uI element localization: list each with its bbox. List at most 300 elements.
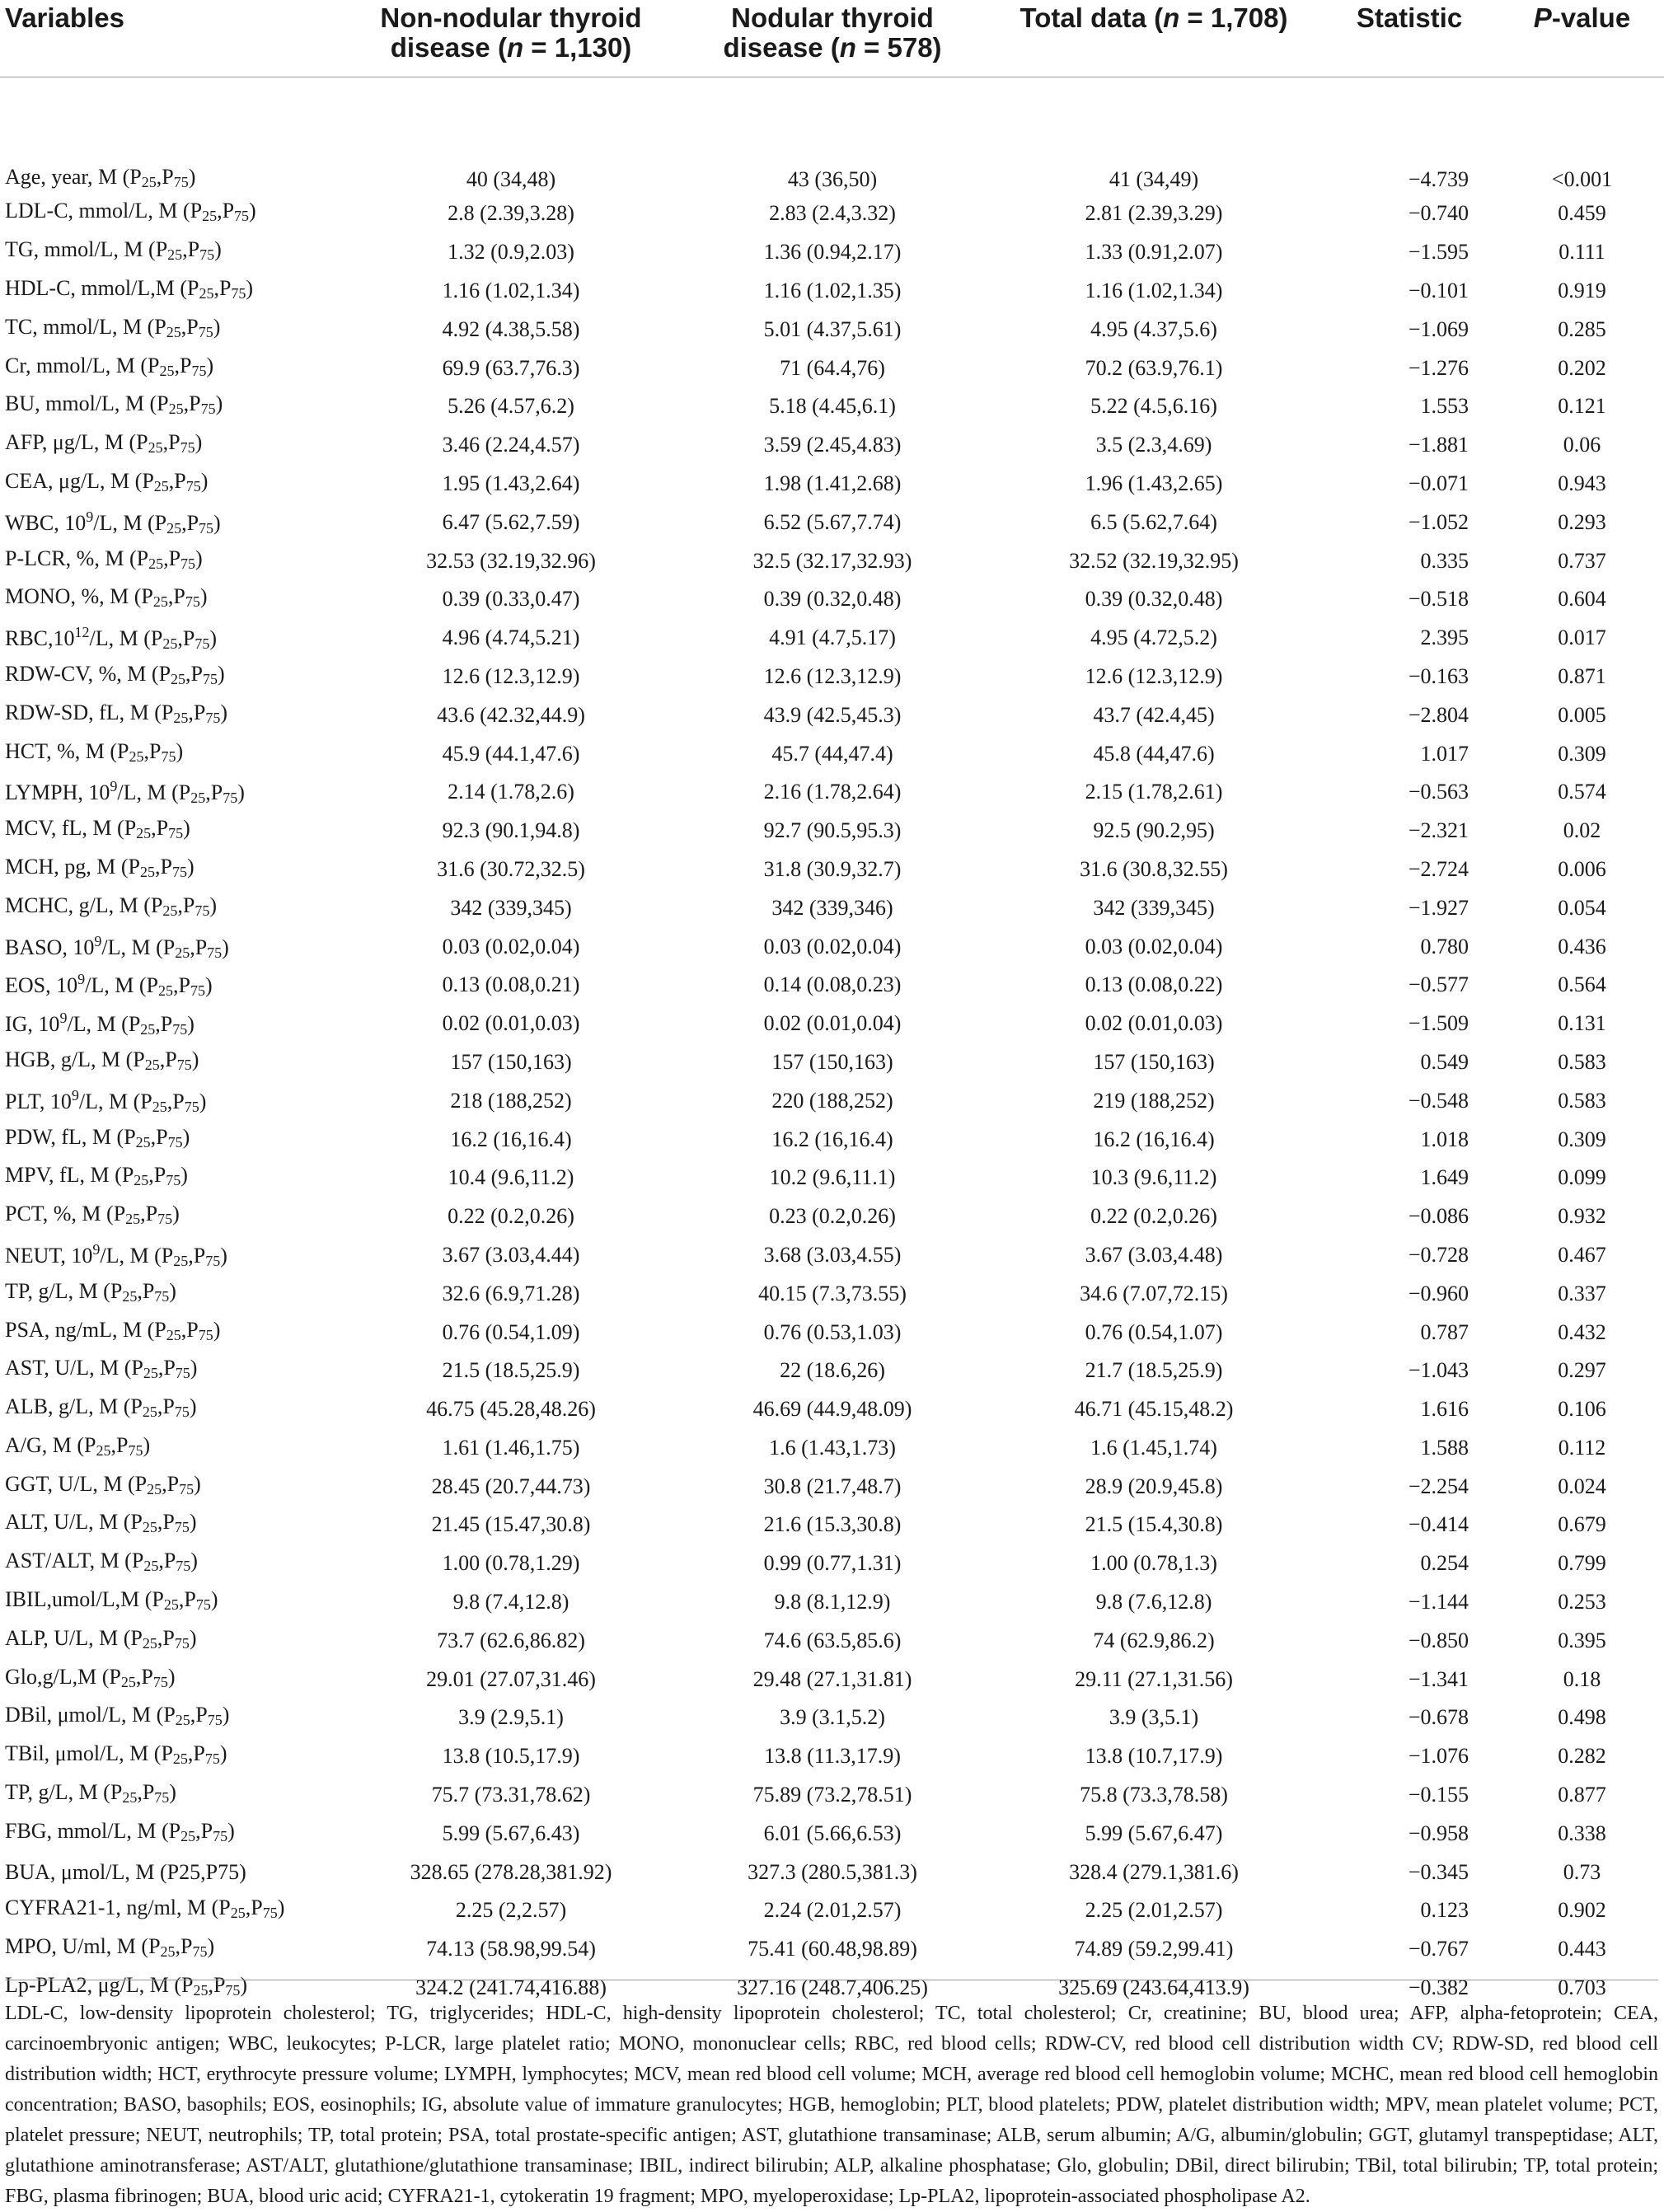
row-variable: MPO, U/ml, M $(P_{25},P_{75})$ (5, 1934, 215, 1961)
row-total: 219 (188,252) (1093, 1088, 1215, 1113)
row-variable: AST, U/L, M $(P_{25},P_{75})$ (5, 1356, 198, 1382)
row-p-value: 0.131 (1558, 1011, 1606, 1036)
row-nodular: 43 (36,50) (787, 167, 878, 191)
row-p-value: 0.799 (1558, 1551, 1606, 1576)
row-total: 29.11 (27.1,31.56) (1075, 1666, 1233, 1691)
row-total: 12.6 (12.3,12.9) (1085, 663, 1223, 688)
row-variable: CYFRA21-1, ng/ml, M $(P_{25},P_{75})$ (5, 1896, 285, 1922)
row-nodular: 3.59 (2.45,4.83) (763, 433, 902, 457)
row-variable: ALT, U/L, M $(P_{25},P_{75})$ (5, 1510, 197, 1536)
row-variable: WBC, $10^9/L$, M $(P_{25},P_{75})$ (5, 508, 221, 537)
row-total: 1.96 (1.43,2.65) (1085, 471, 1223, 495)
row-p-value: 0.253 (1558, 1590, 1606, 1614)
row-statistic: −2.321 (1408, 818, 1469, 843)
row-statistic: −0.958 (1408, 1821, 1469, 1845)
row-p-value: 0.395 (1558, 1628, 1606, 1652)
row-variable: LDL-C, mmol/L, M $(P_{25},P_{75})$ (5, 199, 256, 225)
row-variable: BUA, μmol/L, M (P25,P75) (5, 1859, 246, 1884)
row-p-value: 0.703 (1558, 1975, 1606, 2000)
row-non-nodular: 4.92 (4.38,5.58) (442, 316, 580, 341)
row-statistic: −0.071 (1408, 471, 1469, 495)
row-nodular: 220 (188,252) (771, 1088, 893, 1113)
row-non-nodular: 5.26 (4.57,6.2) (448, 394, 574, 419)
row-nodular: 6.52 (5.67,7.74) (763, 509, 902, 534)
row-variable: AST/ALT, M $(P_{25},P_{75})$ (5, 1549, 198, 1575)
row-total: 0.03 (0.02,0.04) (1085, 934, 1223, 958)
row-variable: CEA, μg/L, M $(P_{25},P_{75})$ (5, 468, 209, 494)
row-total: 5.99 (5.67,6.47) (1085, 1821, 1223, 1845)
row-p-value: 0.871 (1558, 663, 1606, 688)
row-statistic: 1.018 (1420, 1127, 1469, 1151)
row-nodular: 5.18 (4.45,6.1) (769, 394, 896, 419)
table-row (0, 1583, 1664, 1622)
row-nodular: 157 (150,163) (771, 1049, 893, 1074)
row-nodular: 75.41 (60.48,98.89) (748, 1937, 917, 1961)
row-p-value: 0.106 (1558, 1397, 1606, 1422)
row-non-nodular: 0.39 (0.33,0.47) (442, 587, 580, 612)
row-variable: IBIL,umol/L,M $(P_{25},P_{75})$ (5, 1587, 218, 1614)
row-non-nodular: 0.03 (0.02,0.04) (442, 934, 580, 958)
row-statistic: 1.553 (1420, 394, 1469, 419)
row-total: 74 (62.9,86.2) (1093, 1628, 1215, 1652)
row-p-value: 0.202 (1558, 355, 1606, 380)
row-statistic: 2.395 (1420, 626, 1469, 650)
table-row (0, 1853, 1664, 1891)
row-total: 32.52 (32.19,32.95) (1069, 548, 1239, 573)
row-variable: MONO, %, M $(P_{25},P_{75})$ (5, 584, 208, 611)
row-variable: MCHC, g/L, M $(P_{25},P_{75})$ (5, 893, 218, 919)
table-row (0, 966, 1664, 1005)
row-statistic: −0.086 (1408, 1204, 1469, 1229)
row-p-value: 0.932 (1558, 1204, 1606, 1229)
row-non-nodular: 32.53 (32.19,32.96) (426, 548, 596, 573)
table-row (0, 1776, 1664, 1815)
row-p-value: 0.877 (1558, 1783, 1606, 1807)
row-variable: GGT, U/L, M $(P_{25},P_{75})$ (5, 1471, 201, 1497)
row-nodular: 0.14 (0.08,0.23) (763, 972, 902, 997)
row-total: 92.5 (90.2,95) (1093, 818, 1215, 843)
row-variable: P-LCR, %, M $(P_{25},P_{75})$ (5, 546, 203, 572)
row-variable: AFP, μg/L, M $(P_{25},P_{75})$ (5, 430, 203, 457)
row-total: 3.9 (3,5.1) (1109, 1705, 1199, 1730)
row-statistic: −2.254 (1408, 1474, 1469, 1498)
table-row (0, 1043, 1664, 1082)
row-p-value: 0.005 (1558, 702, 1606, 727)
row-p-value: 0.679 (1558, 1512, 1606, 1537)
row-variable: TBil, μmol/L, M $(P_{25},P_{75})$ (5, 1741, 227, 1768)
row-p-value: 0.054 (1558, 895, 1606, 920)
row-non-nodular: 5.99 (5.67,6.43) (442, 1821, 580, 1845)
table-row (0, 1236, 1664, 1275)
row-p-value: 0.18 (1563, 1666, 1601, 1691)
table-row (0, 1660, 1664, 1699)
row-total: 4.95 (4.72,5.2) (1090, 626, 1217, 650)
row-non-nodular: 324.2 (241.74,416.88) (415, 1975, 607, 2000)
row-p-value: 0.024 (1558, 1474, 1606, 1498)
table-row (0, 1699, 1664, 1737)
row-nodular: 5.01 (4.37,5.61) (763, 316, 902, 341)
row-total: 70.2 (63.9,76.1) (1085, 355, 1223, 380)
row-total: 0.22 (0.2,0.26) (1090, 1204, 1217, 1229)
row-non-nodular: 31.6 (30.72,32.5) (437, 856, 585, 881)
row-non-nodular: 218 (188,252) (450, 1088, 572, 1113)
row-total: 1.16 (1.02,1.34) (1085, 278, 1223, 302)
row-non-nodular: 6.47 (5.62,7.59) (442, 509, 580, 534)
row-statistic: −0.345 (1408, 1859, 1469, 1884)
row-non-nodular: 21.45 (15.47,30.8) (431, 1512, 591, 1537)
table-row (0, 541, 1664, 580)
row-variable: PCT, %, M $(P_{25},P_{75})$ (5, 1202, 180, 1228)
row-variable: NEUT, $10^9/L$, M $(P_{25},P_{75})$ (5, 1240, 227, 1269)
row-total: 0.39 (0.32,0.48) (1085, 587, 1223, 612)
row-statistic: −1.509 (1408, 1011, 1469, 1036)
row-variable: IG, $10^9/L$, M $(P_{25},P_{75})$ (5, 1010, 195, 1038)
row-nodular: 29.48 (27.1,31.81) (752, 1666, 912, 1691)
table-row (0, 1737, 1664, 1776)
row-non-nodular: 1.16 (1.02,1.34) (442, 278, 580, 302)
row-statistic: −1.043 (1408, 1358, 1469, 1383)
row-non-nodular: 16.2 (16,16.4) (450, 1127, 572, 1151)
row-statistic: −0.850 (1408, 1628, 1469, 1652)
table-row (0, 1197, 1664, 1236)
row-nodular: 45.7 (44,47.4) (771, 741, 893, 766)
row-nodular: 0.76 (0.53,1.03) (763, 1319, 902, 1344)
row-total: 74.89 (59.2,99.41) (1074, 1937, 1234, 1961)
row-total: 9.8 (7.6,12.8) (1095, 1590, 1212, 1614)
row-statistic: −0.548 (1408, 1088, 1469, 1113)
row-statistic: −0.518 (1408, 587, 1469, 612)
row-p-value: 0.293 (1558, 509, 1606, 534)
row-nodular: 6.01 (5.66,6.53) (763, 1821, 902, 1845)
row-p-value: 0.574 (1558, 780, 1606, 804)
header-statistic: Statistic (1356, 2, 1463, 33)
table-row (0, 503, 1664, 541)
row-non-nodular: 1.61 (1.46,1.75) (442, 1435, 580, 1460)
row-non-nodular: 12.6 (12.3,12.9) (442, 663, 580, 688)
row-non-nodular: 21.5 (18.5,25.9) (442, 1358, 580, 1383)
header-non-nodular-line1: Non-nodular thyroid (380, 2, 642, 33)
row-p-value: 0.02 (1563, 818, 1601, 843)
row-statistic: −2.724 (1408, 856, 1469, 881)
row-p-value: 0.017 (1558, 626, 1606, 650)
row-p-value: 0.436 (1558, 934, 1606, 958)
row-p-value: 0.06 (1563, 433, 1601, 457)
row-nodular: 31.8 (30.9,32.7) (763, 856, 902, 881)
row-variable: BASO, $10^9/L$, M $(P_{25},P_{75})$ (5, 932, 229, 961)
row-nodular: 4.91 (4.7,5.17) (769, 626, 896, 650)
row-statistic: 0.780 (1420, 934, 1469, 958)
row-total: 46.71 (45.15,48.2) (1074, 1397, 1234, 1422)
row-variable: ALB, g/L, M $(P_{25},P_{75})$ (5, 1394, 197, 1421)
row-variable: Cr, mmol/L, M $(P_{25},P_{75})$ (5, 353, 214, 379)
row-statistic: −0.382 (1408, 1975, 1469, 2000)
row-statistic: −1.069 (1408, 316, 1469, 341)
row-non-nodular: 73.7 (62.6,86.82) (437, 1628, 585, 1652)
row-non-nodular: 342 (339,345) (450, 895, 572, 920)
row-nodular: 12.6 (12.3,12.9) (763, 663, 902, 688)
row-statistic: −0.678 (1408, 1705, 1469, 1730)
row-p-value: 0.564 (1558, 972, 1606, 997)
row-p-value: 0.919 (1558, 278, 1606, 302)
row-non-nodular: 92.3 (90.1,94.8) (442, 818, 580, 843)
row-nodular: 1.6 (1.43,1.73) (769, 1435, 896, 1460)
row-statistic: 0.123 (1420, 1898, 1469, 1923)
row-nodular: 16.2 (16,16.4) (771, 1127, 893, 1151)
row-non-nodular: 0.02 (0.01,0.03) (442, 1011, 580, 1036)
header-rule (0, 77, 1664, 153)
row-non-nodular: 40 (34,48) (466, 167, 556, 191)
table-row (0, 465, 1664, 504)
row-statistic: 0.254 (1420, 1551, 1469, 1576)
row-statistic: −2.804 (1408, 702, 1469, 727)
row-nodular: 2.83 (2.4,3.32) (769, 201, 896, 226)
row-total: 0.13 (0.08,0.22) (1085, 972, 1223, 997)
row-statistic: −0.155 (1408, 1783, 1469, 1807)
row-variable: RDW-CV, %, M $(P_{25},P_{75})$ (5, 661, 225, 687)
row-statistic: −1.276 (1408, 355, 1469, 380)
table-row (0, 696, 1664, 734)
row-p-value: 0.432 (1558, 1319, 1606, 1344)
row-nodular: 30.8 (21.7,48.7) (763, 1474, 902, 1498)
row-variable: MCH, pg, M $(P_{25},P_{75})$ (5, 854, 195, 880)
row-non-nodular: 2.25 (2,2.57) (455, 1898, 567, 1923)
table-row (0, 851, 1664, 889)
row-variable: ALP, U/L, M $(P_{25},P_{75})$ (5, 1625, 197, 1652)
row-variable: FBG, mmol/L, M $(P_{25},P_{75})$ (5, 1818, 235, 1844)
row-variable: PLT, $10^9/L$, M $(P_{25},P_{75})$ (5, 1086, 207, 1115)
row-variable: Age, year, M $(P_{25},P_{75})$ (5, 165, 196, 190)
row-total: 328.4 (279.1,381.6) (1069, 1859, 1239, 1884)
row-non-nodular: 0.13 (0.08,0.21) (442, 972, 580, 997)
row-p-value: 0.583 (1558, 1049, 1606, 1074)
row-total: 13.8 (10.7,17.9) (1085, 1744, 1223, 1769)
row-p-value: 0.006 (1558, 856, 1606, 881)
table-row (0, 233, 1664, 272)
row-non-nodular: 3.67 (3.03,4.44) (442, 1242, 580, 1267)
row-p-value: 0.337 (1558, 1281, 1606, 1305)
row-nodular: 40.15 (7.3,73.55) (758, 1281, 907, 1305)
row-variable: Glo,g/L,M $(P_{25},P_{75})$ (5, 1664, 176, 1690)
row-nodular: 0.39 (0.32,0.48) (763, 587, 902, 612)
row-non-nodular: 3.9 (2.9,5.1) (458, 1705, 564, 1730)
table-row (0, 812, 1664, 851)
row-variable: HGB, g/L, M $(P_{25},P_{75})$ (5, 1047, 199, 1073)
row-nodular: 1.36 (0.94,2.17) (763, 240, 902, 265)
row-nodular: 74.6 (63.5,85.6) (763, 1628, 902, 1652)
table-row (0, 1814, 1664, 1853)
row-variable: $RBC,10^{12}/L$, M $(P_{25},P_{75})$ (5, 624, 218, 653)
row-total: 0.02 (0.01,0.03) (1085, 1011, 1223, 1036)
table-row (0, 773, 1664, 812)
table-row (0, 1120, 1664, 1159)
row-variable: TG, mmol/L, M $(P_{25},P_{75})$ (5, 237, 222, 264)
row-statistic: −0.163 (1408, 663, 1469, 688)
row-statistic: −1.076 (1408, 1744, 1469, 1769)
row-statistic: −0.414 (1408, 1512, 1469, 1537)
row-variable: Lp-PLA2, μg/L, M $(P_{25},P_{75})$ (5, 1973, 248, 1999)
row-total: 41 (34,49) (1109, 167, 1199, 191)
row-variable: TC, mmol/L, M $(P_{25},P_{75})$ (5, 314, 221, 340)
row-p-value: 0.282 (1558, 1744, 1606, 1769)
row-variable: MPV, fL, M $(P_{25},P_{75})$ (5, 1163, 188, 1189)
row-non-nodular: 43.6 (42.32,44.9) (437, 702, 585, 727)
row-variable: A/G, M $(P_{25},P_{75})$ (5, 1432, 151, 1459)
row-p-value: 0.112 (1558, 1435, 1606, 1460)
row-total: 342 (339,345) (1093, 895, 1215, 920)
table-row (0, 1390, 1664, 1429)
row-statistic: 0.335 (1420, 548, 1469, 573)
row-nodular: 46.69 (44.9,48.09) (752, 1397, 912, 1422)
row-total: 2.81 (2.39,3.29) (1085, 201, 1223, 226)
row-non-nodular: 28.45 (20.7,44.73) (431, 1474, 591, 1498)
row-nodular: 75.89 (73.2,78.51) (752, 1783, 912, 1807)
row-total: 1.33 (0.91,2.07) (1085, 240, 1223, 265)
row-p-value: 0.309 (1558, 1127, 1606, 1151)
row-statistic: −0.563 (1408, 780, 1469, 804)
row-nodular: 13.8 (11.3,17.9) (764, 1744, 901, 1769)
row-non-nodular: 0.76 (0.54,1.09) (442, 1319, 580, 1344)
table-row (0, 1005, 1664, 1043)
table-row (0, 1429, 1664, 1468)
table-row (0, 1930, 1664, 1969)
row-statistic: −1.144 (1408, 1590, 1469, 1614)
header-nodular-line1: Nodular thyroid (731, 2, 934, 33)
row-statistic: 1.017 (1420, 741, 1469, 766)
row-p-value: 0.338 (1558, 1821, 1606, 1845)
row-p-value: 0.285 (1558, 316, 1606, 341)
row-total: 28.9 (20.9,45.8) (1085, 1474, 1223, 1498)
table-row (0, 1621, 1664, 1660)
row-nodular: 1.16 (1.02,1.35) (763, 278, 902, 302)
row-statistic: −0.101 (1408, 278, 1469, 302)
table-row (0, 194, 1664, 233)
row-statistic: −1.881 (1408, 433, 1469, 457)
row-total: 3.67 (3.03,4.48) (1085, 1242, 1223, 1267)
table-row (0, 1081, 1664, 1120)
row-p-value: 0.467 (1558, 1242, 1606, 1267)
table-row (0, 272, 1664, 311)
table-header (0, 0, 1664, 153)
row-p-value: 0.943 (1558, 471, 1606, 495)
row-non-nodular: 32.6 (6.9,71.28) (442, 1281, 580, 1305)
row-total: 43.7 (42.4,45) (1093, 702, 1215, 727)
table-row (0, 426, 1664, 465)
row-statistic: −0.577 (1408, 972, 1469, 997)
table-row (0, 310, 1664, 349)
row-total: 2.15 (1.78,2.61) (1085, 780, 1223, 804)
row-statistic: −1.052 (1408, 509, 1469, 534)
row-total: 45.8 (44,47.6) (1093, 741, 1215, 766)
table-row (0, 349, 1664, 387)
row-total: 6.5 (5.62,7.64) (1090, 509, 1217, 534)
row-nodular: 0.99 (0.77,1.31) (763, 1551, 902, 1576)
row-total: 325.69 (243.64,413.9) (1058, 1975, 1249, 2000)
row-non-nodular: 13.8 (10.5,17.9) (442, 1744, 580, 1769)
row-p-value: 0.297 (1558, 1358, 1606, 1383)
row-non-nodular: 45.9 (44.1,47.6) (442, 741, 580, 766)
row-non-nodular: 2.8 (2.39,3.28) (448, 201, 574, 226)
row-statistic: 1.588 (1420, 1435, 1469, 1460)
row-nodular: 0.23 (0.2,0.26) (769, 1204, 896, 1229)
row-statistic: −1.595 (1408, 240, 1469, 265)
row-variable: HCT, %, M $(P_{25},P_{75})$ (5, 738, 184, 765)
row-p-value: 0.121 (1558, 394, 1606, 419)
row-p-value: 0.309 (1558, 741, 1606, 766)
row-total: 1.6 (1.45,1.74) (1090, 1435, 1217, 1460)
row-nodular: 3.68 (3.03,4.55) (763, 1242, 902, 1267)
row-non-nodular: 1.32 (0.9,2.03) (448, 240, 574, 265)
row-nodular: 22 (18.6,26) (780, 1358, 885, 1383)
table-row (0, 1352, 1664, 1390)
table-footnote: LDL-C, low-density lipoprotein cholesterol; TG, triglycerides; HDL-C, high-density lipoprotein cholesterol; TC, total cholesterol; Cr, creatinine; BU, blood urea; AFP, alpha-fetoprotein; CEA, carcinoembryonic antigen; WBC, leukocytes; P-LCR, large platelet ratio; MONO, mononuclear cells; RBC, red blood cells; RDW-CV, red blood cell distribution width CV; RDW-SD, red blood cell distribution width; HCT, erythrocyte pressure volume; LYMPH, lymphocytes; MCV, mean red blood cell volume; MCH, average red blood cell hemoglobin volume; MCHC, mean red blood cell hemoglobin concentration; BASO, basophils; EOS, eosinophils; IG, absolute value of immature granulocytes; HGB, hemoglobin; PLT, blood platelets; PDW, platelet distribution width; MPV, mean platelet volume; PCT, platelet pressure; NEUT, neutrophils; TP, total protein; PSA, total prostate-specific antigen; AST, glutathione transaminase; ALB, serum albumin; A/G, albumin/globulin; GGT, glutamyl transpeptidase; ALT, glutathione aminotransferase; AST/ALT, glutathione/glutathione transaminase; IBIL, indirect bilirubin; ALP, alkaline phosphatase; Glo, globulin; DBil, direct bilirubin; TBil, total bilirubin; TP, total protein; FBG, plasma fibrinogen; BUA, blood uric acid; CYFRA21-1, cytokeratin 19 fragment; MPO, myeloperoxidase; Lp-PLA2, lipoprotein-associated phospholipase A2. (5, 1980, 1658, 2212)
row-nodular: 0.02 (0.01,0.04) (763, 1011, 902, 1036)
row-nodular: 327.16 (248.7,406.25) (737, 1975, 928, 2000)
row-p-value: 0.73 (1563, 1859, 1601, 1884)
row-variable: RDW-SD, fL, M $(P_{25},P_{75})$ (5, 700, 228, 726)
row-variable: EOS, $10^9/L$, M $(P_{25},P_{75})$ (5, 971, 213, 1000)
table-row (0, 619, 1664, 658)
row-p-value: 0.902 (1558, 1898, 1606, 1923)
row-p-value: 0.498 (1558, 1705, 1606, 1730)
row-p-value: 0.099 (1558, 1165, 1606, 1190)
row-statistic: 1.616 (1420, 1397, 1469, 1422)
header-non-nodular: Non-nodular thyroid disease (n = 1,130) (380, 2, 642, 63)
table-row (0, 1891, 1664, 1930)
row-total: 157 (150,163) (1093, 1049, 1215, 1074)
table-row (0, 387, 1664, 426)
row-total: 10.3 (9.6,11.2) (1090, 1165, 1217, 1190)
row-statistic: 0.787 (1420, 1319, 1469, 1344)
row-p-value: 0.737 (1558, 548, 1606, 573)
table-row (0, 1506, 1664, 1544)
row-non-nodular: 75.7 (73.31,78.62) (431, 1783, 591, 1807)
row-non-nodular: 9.8 (7.4,12.8) (452, 1590, 570, 1614)
row-nodular: 2.16 (1.78,2.64) (763, 780, 902, 804)
row-non-nodular: 1.00 (0.78,1.29) (442, 1551, 580, 1576)
row-statistic: 1.649 (1420, 1165, 1469, 1190)
row-total: 34.6 (7.07,72.15) (1080, 1281, 1228, 1305)
header-nodular: Nodular thyroid disease (n = 578) (723, 2, 942, 63)
row-total: 21.7 (18.5,25.9) (1085, 1358, 1223, 1383)
row-nodular: 2.24 (2.01,2.57) (763, 1898, 902, 1923)
row-non-nodular: 69.9 (63.7,76.3) (442, 355, 580, 380)
row-nodular: 0.03 (0.02,0.04) (763, 934, 902, 958)
header-variables: Variables (5, 2, 124, 33)
row-total: 4.95 (4.37,5.6) (1090, 316, 1217, 341)
row-statistic: −1.341 (1408, 1666, 1469, 1691)
row-nodular: 21.6 (15.3,30.8) (763, 1512, 902, 1537)
row-total: 0.76 (0.54,1.07) (1085, 1319, 1223, 1344)
row-total: 1.00 (0.78,1.3) (1090, 1551, 1217, 1576)
header-total: Total data (n = 1,708) (1019, 2, 1288, 33)
row-statistic: −0.960 (1408, 1281, 1469, 1305)
row-p-value: <0.001 (1551, 167, 1613, 191)
row-non-nodular: 46.75 (45.28,48.26) (426, 1397, 596, 1422)
table-row (0, 1544, 1664, 1583)
row-statistic: 0.549 (1420, 1049, 1469, 1074)
table-row (0, 1313, 1664, 1352)
table-row (0, 1159, 1664, 1197)
row-p-value: 0.459 (1558, 201, 1606, 226)
row-total: 31.6 (30.8,32.55) (1080, 856, 1228, 881)
row-p-value: 0.443 (1558, 1937, 1606, 1961)
row-p-value: 0.111 (1559, 240, 1605, 265)
header-p-value: P-value (1533, 2, 1631, 33)
table-row (0, 658, 1664, 696)
row-statistic: −0.767 (1408, 1937, 1469, 1961)
row-nodular: 1.98 (1.41,2.68) (763, 471, 902, 495)
table-row (0, 580, 1664, 619)
